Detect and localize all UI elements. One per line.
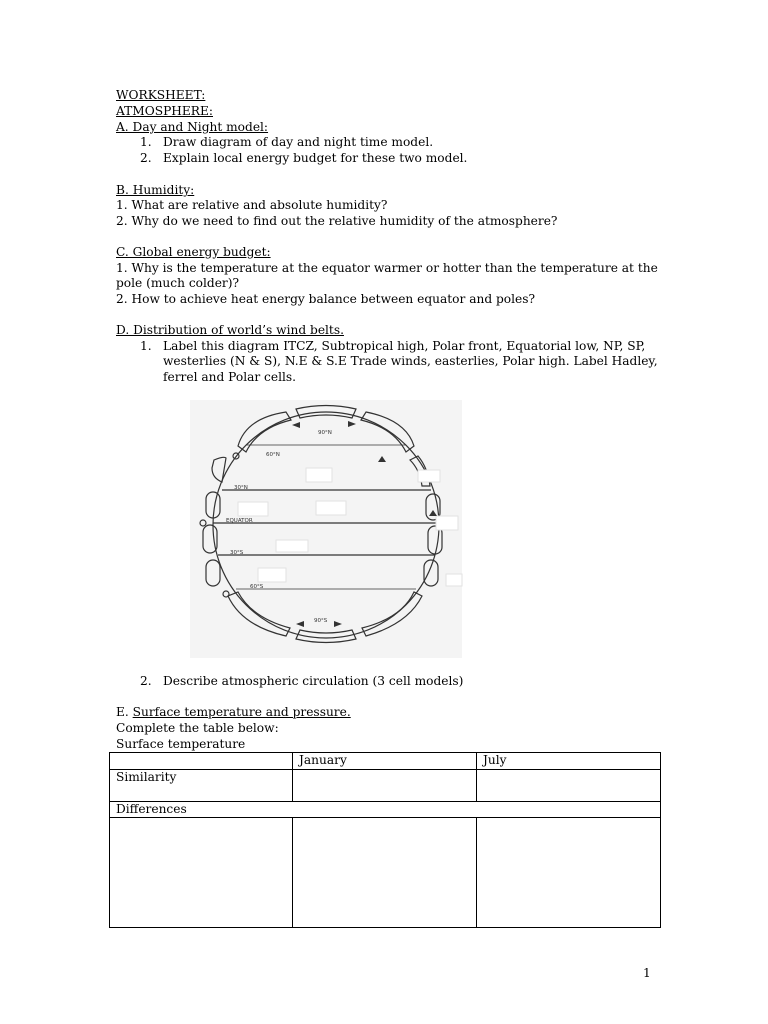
label-60s: 60°S xyxy=(250,584,264,590)
section-a-item-2-number: 2. xyxy=(140,151,152,165)
label-90n: 90°N xyxy=(318,430,332,436)
label-30n: 30°N xyxy=(234,485,248,491)
table-row-differences xyxy=(110,801,661,818)
section-c-question-2: 2. How to achieve heat energy balance between equator and poles? xyxy=(116,292,536,306)
header-cell-january: January xyxy=(293,753,477,770)
worksheet-subtitle: ATMOSPHERE: xyxy=(116,104,213,118)
label-box xyxy=(436,516,458,530)
table-header-row xyxy=(110,753,661,770)
section-d-item-2: Describe atmospheric circulation (3 cell models) xyxy=(163,674,464,688)
label-90s: 90°S xyxy=(314,618,328,624)
table-subheading: Surface temperature xyxy=(116,737,246,751)
label-30s: 30°S xyxy=(230,550,244,556)
row-label-similarity: Similarity xyxy=(110,769,293,801)
section-b-heading: B. Humidity: xyxy=(116,183,195,197)
section-b-question-1: 1. What are relative and absolute humidity? xyxy=(116,198,388,212)
section-e-heading xyxy=(116,705,351,721)
section-e-prefix: E. xyxy=(116,705,129,719)
differences-july-cell[interactable] xyxy=(477,818,661,928)
label-box xyxy=(418,470,440,482)
label-box xyxy=(238,502,268,516)
section-a-item-1: Draw diagram of day and night time model. xyxy=(163,135,434,149)
section-a-item-1-number: 1. xyxy=(140,135,152,149)
section-d-item-1-number: 1. xyxy=(140,339,152,353)
table-row-similarity xyxy=(110,769,661,801)
table-row-differences-body xyxy=(110,818,661,928)
page-number: 1 xyxy=(643,966,651,980)
section-b-question-2: 2. Why do we need to find out the relative humidity of the atmosphere? xyxy=(116,214,558,228)
section-a-heading: A. Day and Night model: xyxy=(116,120,269,134)
worksheet-title: WORKSHEET: xyxy=(116,88,206,102)
section-d-heading: D. Distribution of world’s wind belts. xyxy=(116,323,344,337)
label-box xyxy=(306,468,332,482)
label-box xyxy=(258,568,286,582)
section-c-heading: C. Global energy budget: xyxy=(116,245,271,259)
label-box xyxy=(316,501,346,515)
section-a-item-2: Explain local energy budget for these two model. xyxy=(163,151,468,165)
section-e-title: Surface temperature and pressure. xyxy=(132,705,351,719)
label-box xyxy=(276,540,308,552)
label-60n: 60°N xyxy=(266,452,280,458)
section-c-question-1-line-1: 1. Why is the temperature at the equator warmer or hotter than the temperature at the xyxy=(116,261,658,275)
differences-label-cell[interactable] xyxy=(110,818,293,928)
table-instruction: Complete the table below: xyxy=(116,721,279,735)
section-d-item-2-number: 2. xyxy=(140,674,152,688)
section-c-question-1-line-2: pole (much colder)? xyxy=(116,276,240,290)
differences-january-cell[interactable] xyxy=(293,818,477,928)
label-box xyxy=(446,574,462,586)
row-label-differences: Differences xyxy=(110,801,661,818)
header-cell-empty xyxy=(110,753,293,770)
section-d-item-1-line-2: westerlies (N & S), N.E & S.E Trade winds, easterlies, Polar high. Label Hadley, xyxy=(163,354,658,368)
label-equator: EQUATOR xyxy=(226,518,253,524)
similarity-january-cell[interactable] xyxy=(293,769,477,801)
header-cell-july: July xyxy=(477,753,661,770)
wind-belts-diagram xyxy=(146,398,496,660)
section-d-item-1-line-1: Label this diagram ITCZ, Subtropical high, Polar front, Equatorial low, NP, SP, xyxy=(163,339,646,353)
section-d-item-1-line-3: ferrel and Polar cells. xyxy=(163,370,297,384)
similarity-july-cell[interactable] xyxy=(477,769,661,801)
surface-temperature-table xyxy=(109,752,661,928)
